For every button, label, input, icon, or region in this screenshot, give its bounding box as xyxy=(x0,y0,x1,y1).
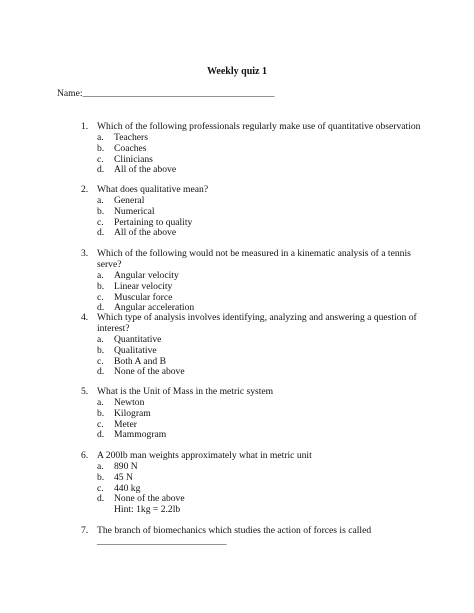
name-field-line: Name:________________________________________ xyxy=(57,88,275,99)
question-text: Which type of analysis involves identifying, analyzing and answering a question of interest? xyxy=(97,312,417,334)
option-b xyxy=(97,408,427,419)
option-text: General xyxy=(114,195,145,206)
question-number: 4. xyxy=(81,312,89,323)
answer-options xyxy=(97,397,427,440)
option-text: Clinicians xyxy=(114,153,153,165)
option-letter: a. xyxy=(97,461,104,472)
option-d xyxy=(97,227,427,238)
question-3 xyxy=(81,248,427,314)
quiz-title: Weekly quiz 1 xyxy=(206,66,267,77)
option-letter: c. xyxy=(97,153,104,165)
option-b xyxy=(97,143,427,154)
option-text: Both A and B xyxy=(114,355,166,367)
hint-text: Hint: 1kg = 2.2lb xyxy=(114,504,181,516)
option-letter: a. xyxy=(97,270,104,281)
question-number: 2. xyxy=(81,184,89,195)
option-d xyxy=(97,164,427,175)
option-text: Coaches xyxy=(114,142,147,154)
option-letter: a. xyxy=(97,195,104,206)
option-b xyxy=(97,206,427,217)
answer-options xyxy=(97,461,427,504)
option-text: Angular acceleration xyxy=(114,302,195,314)
answer-blank-line: ___________________________ xyxy=(97,536,227,547)
option-letter: d. xyxy=(97,493,105,505)
option-c xyxy=(97,217,427,228)
option-text: 440 kg xyxy=(114,482,141,494)
option-a xyxy=(97,397,427,408)
question-text: What is the Unit of Mass in the metric system xyxy=(97,386,274,397)
option-text: 890 N xyxy=(114,461,138,472)
option-b xyxy=(97,345,427,356)
option-text: All of the above xyxy=(114,227,177,239)
option-letter: b. xyxy=(97,407,105,419)
option-a xyxy=(97,461,427,472)
option-text: None of the above xyxy=(114,366,185,378)
question-number: 1. xyxy=(81,121,89,132)
option-text: Angular velocity xyxy=(114,270,179,281)
question-4 xyxy=(81,312,427,378)
option-letter: a. xyxy=(97,334,104,345)
answer-options xyxy=(97,270,427,313)
option-text: Newton xyxy=(114,397,145,408)
question-text: Which of the following professionals regularly make use of quantitative observation xyxy=(97,121,421,132)
option-d xyxy=(97,366,427,377)
question-number: 5. xyxy=(81,386,89,397)
question-text: The branch of biomechanics which studies the action of forces is called xyxy=(97,525,372,536)
option-letter: c. xyxy=(97,216,104,228)
question-text: A 200lb man weights approximately what in metric unit xyxy=(97,450,312,461)
option-text: Linear velocity xyxy=(114,280,173,292)
option-letter: c. xyxy=(97,418,104,430)
option-letter: b. xyxy=(97,471,105,483)
question-5 xyxy=(81,386,427,441)
option-letter: d. xyxy=(97,366,105,378)
option-text: Qualitative xyxy=(114,344,157,356)
option-letter: b. xyxy=(97,142,105,154)
option-c xyxy=(97,356,427,367)
option-a xyxy=(97,270,427,281)
question-number: 6. xyxy=(81,450,89,461)
answer-options xyxy=(97,195,427,238)
option-letter: b. xyxy=(97,205,105,217)
option-letter: c. xyxy=(97,355,104,367)
question-text: Which of the following would not be measured in a kinematic analysis of a tennis serve? xyxy=(97,248,411,270)
option-letter: c. xyxy=(97,482,104,494)
option-a xyxy=(97,334,427,345)
option-letter: d. xyxy=(97,302,105,314)
option-text: Quantitative xyxy=(114,334,162,345)
option-letter: d. xyxy=(97,227,105,239)
option-c xyxy=(97,419,427,430)
option-c xyxy=(97,154,427,165)
option-text: 45 N xyxy=(114,471,133,483)
option-letter: c. xyxy=(97,291,104,303)
option-text: Pertaining to quality xyxy=(114,216,193,228)
option-d xyxy=(97,493,427,504)
option-text: Kilogram xyxy=(114,407,151,419)
option-d xyxy=(97,429,427,440)
option-letter: a. xyxy=(97,132,104,143)
option-text: Mammogram xyxy=(114,429,167,441)
question-7 xyxy=(81,525,427,547)
option-text: All of the above xyxy=(114,164,177,176)
question-2 xyxy=(81,184,427,239)
question-number: 3. xyxy=(81,248,89,259)
answer-options xyxy=(97,334,427,377)
option-text: Meter xyxy=(114,418,137,430)
answer-options xyxy=(97,132,427,175)
option-text: None of the above xyxy=(114,493,185,505)
option-a xyxy=(97,195,427,206)
option-c xyxy=(97,483,427,494)
option-b xyxy=(97,281,427,292)
option-text: Muscular force xyxy=(114,291,173,303)
option-letter: b. xyxy=(97,280,105,292)
option-letter: a. xyxy=(97,397,104,408)
question-text: What does qualitative mean? xyxy=(97,184,209,195)
option-text: Numerical xyxy=(114,205,155,217)
question-6 xyxy=(81,450,427,516)
option-a xyxy=(97,132,427,143)
option-b xyxy=(97,472,427,483)
option-letter: b. xyxy=(97,344,105,356)
option-letter: d. xyxy=(97,429,105,441)
option-c xyxy=(97,292,427,303)
question-number: 7. xyxy=(81,525,89,536)
question-1 xyxy=(81,121,427,176)
option-text: Teachers xyxy=(114,132,148,143)
option-letter: d. xyxy=(97,164,105,176)
